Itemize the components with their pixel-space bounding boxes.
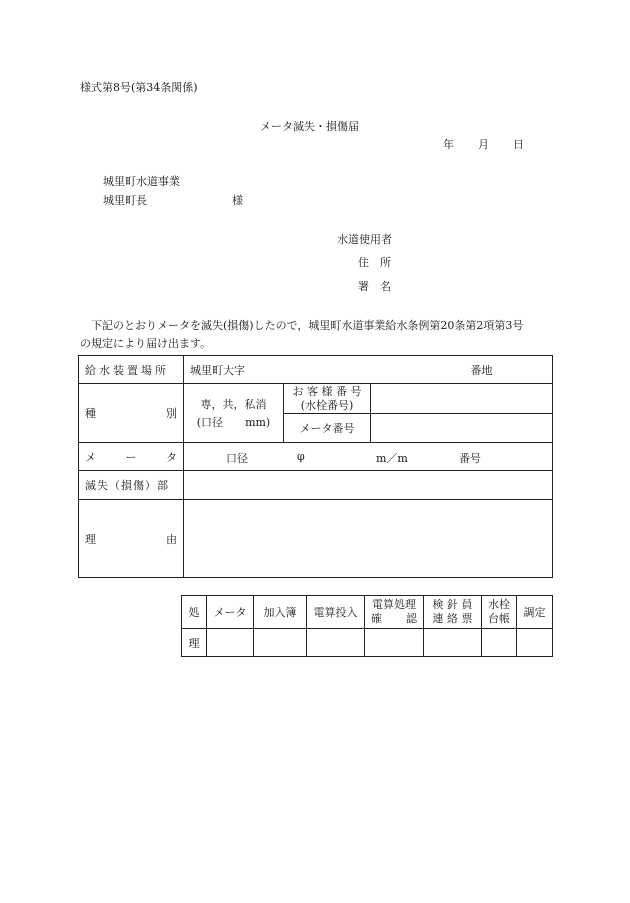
date-month-label: 月 [478, 138, 489, 151]
stamp-computer-confirm[interactable] [365, 629, 424, 657]
category-diameter [184, 414, 283, 430]
report-table [78, 355, 553, 578]
date-year-label: 年 [443, 138, 454, 151]
applicant-name-label: 署 名 [358, 280, 391, 293]
col-computer-confirm-a: 確 [371, 612, 382, 625]
addressee-honorific: 様 [232, 194, 243, 207]
category-label-b: 別 [166, 407, 177, 420]
meter-label-b: ー [125, 450, 137, 464]
body-text-line1: 下記のとおりメータを滅失(損傷)したので，城里町水道事業給水条例第20条第2項第3号 [91, 319, 524, 332]
table-row-reason [79, 500, 553, 578]
addressee-line2: 城里町長 [103, 194, 147, 207]
col-hydrant-line2: 台帳 [488, 612, 510, 625]
applicant-title: 水道使用者 [337, 233, 392, 246]
meter-label-c: タ [166, 450, 177, 464]
stamp-meter[interactable] [207, 629, 254, 657]
meter-label [85, 449, 177, 465]
damaged-part-label: 滅失（損傷）部 [85, 479, 169, 492]
col-hydrant-ledger [482, 596, 517, 629]
processing-table [181, 595, 553, 657]
town-prefix: 城里町大字 [190, 363, 245, 377]
col-adjust: 調定 [517, 596, 553, 629]
meter-number-label: メータ番号 [284, 414, 371, 443]
location-label-text: 給水装置場所 [85, 363, 169, 377]
meter-unit: m／m [376, 451, 408, 465]
col-computer-confirm-line2 [365, 612, 423, 626]
col-computer-confirm [365, 596, 424, 629]
category-label-cell [79, 384, 184, 443]
table-row-location [79, 356, 553, 384]
addressee-line1: 城里町水道事業 [103, 175, 180, 188]
processing-header-row [182, 596, 553, 629]
col-computer-confirm-b: 認 [406, 612, 417, 625]
processing-side-bottom: 理 [182, 629, 207, 657]
meter-number-suffix: 番号 [459, 451, 481, 465]
hydrant-number-label: (水栓番号) [300, 398, 354, 412]
banchi-label: 番地 [470, 363, 493, 377]
location-label-cell [79, 356, 184, 384]
col-reader-line1: 検 針 員 [432, 598, 473, 611]
reason-label-a: 理 [85, 532, 96, 546]
damaged-part-value[interactable] [184, 471, 553, 500]
meter-value-cell[interactable] [184, 443, 553, 471]
phi-symbol: φ [297, 449, 305, 463]
body-text [80, 317, 560, 353]
meter-label-cell [79, 443, 184, 471]
category-label [85, 405, 177, 421]
meter-label-a: メ [85, 450, 96, 464]
col-reader-slip [424, 596, 482, 629]
col-computer-confirm-line1: 電算処理 [372, 598, 416, 611]
meter-diameter-label: 口径 [226, 451, 248, 465]
reason-label-b: 由 [166, 532, 177, 546]
col-reader-line2: 連 絡 票 [432, 612, 473, 625]
page-title: メータ滅失・損傷届 [260, 120, 359, 133]
processing-stamp-row [182, 629, 553, 657]
category-diameter-unit: mm) [245, 416, 271, 429]
meter-value-row [184, 450, 552, 464]
stamp-reader-slip[interactable] [424, 629, 482, 657]
customer-number-label-cell [284, 384, 371, 414]
reason-label-cell [79, 500, 184, 578]
damaged-part-label-cell [79, 471, 184, 500]
col-register: 加入簿 [254, 596, 307, 629]
customer-number-label: お 客 様 番 号 [292, 384, 362, 398]
category-label-a: 種 [85, 407, 96, 420]
form-number: 様式第8号(第34条関係) [80, 81, 198, 94]
customer-number-value[interactable] [371, 384, 553, 414]
col-computer-input: 電算投入 [307, 596, 365, 629]
location-label [85, 362, 177, 378]
stamp-register[interactable] [254, 629, 307, 657]
body-text-line2: の規定により届け出ます。 [80, 337, 212, 350]
meter-number-value[interactable] [371, 414, 553, 443]
date-day-label: 日 [513, 138, 524, 151]
reason-label [85, 531, 177, 547]
category-value-cell[interactable] [184, 384, 284, 443]
stamp-adjust[interactable] [517, 629, 553, 657]
processing-side-top: 処 [182, 596, 207, 629]
table-row-damaged-part [79, 471, 553, 500]
category-diameter-open: (口径 [196, 416, 224, 429]
reason-value[interactable] [184, 500, 553, 578]
category-options: 専，共，私消 [200, 398, 267, 411]
table-row-category-1 [79, 384, 553, 414]
stamp-hydrant-ledger[interactable] [482, 629, 517, 657]
location-value-cell[interactable] [184, 356, 553, 384]
applicant-address-label: 住 所 [358, 256, 391, 269]
col-meter: メータ [207, 596, 254, 629]
table-row-meter [79, 443, 553, 471]
col-hydrant-line1: 水栓 [488, 598, 510, 611]
stamp-computer-input[interactable] [307, 629, 365, 657]
